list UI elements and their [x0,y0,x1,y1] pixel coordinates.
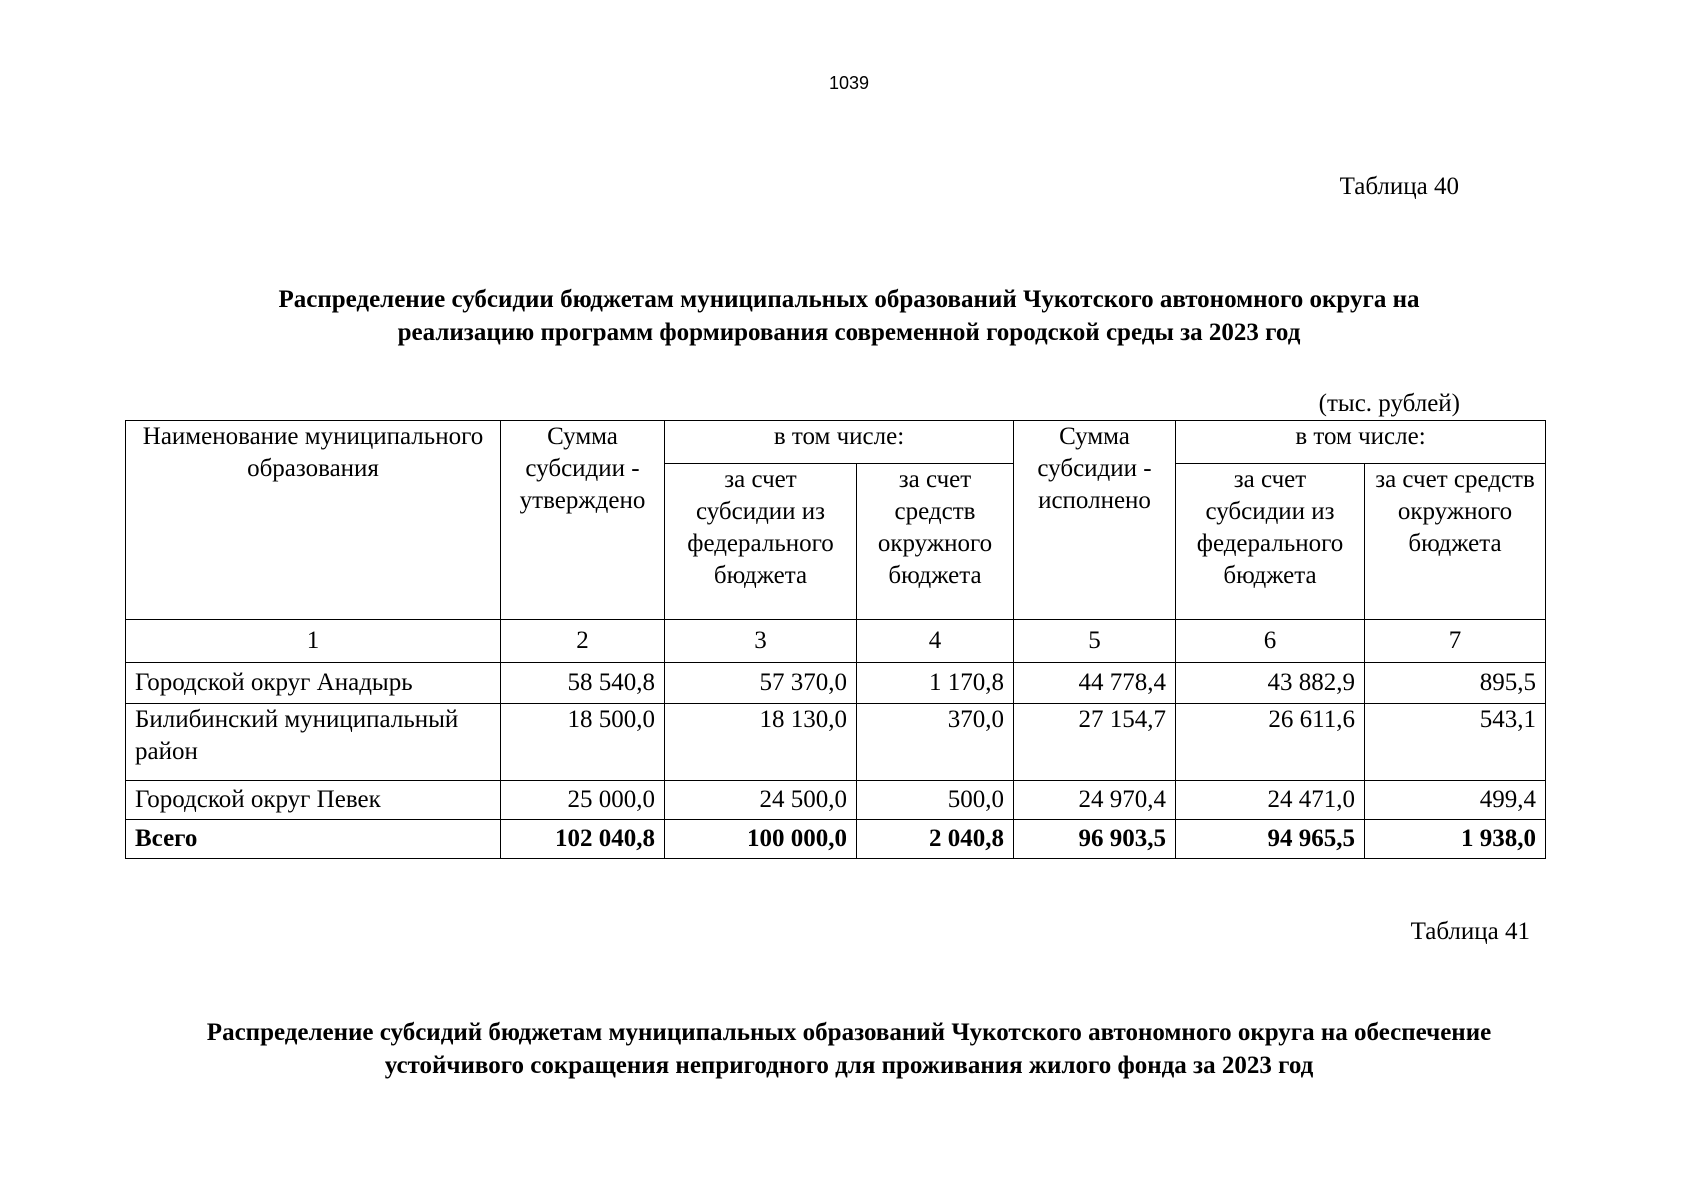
header-row-top [126,421,1546,464]
total-value: 2 040,8 [857,820,1014,859]
column-number: 7 [1365,620,1546,663]
row-name: Городской округ Анадырь [126,663,501,704]
header-approved: Сумма субсидии - утверждено [501,421,665,620]
total-label: Всего [126,820,501,859]
column-number: 6 [1176,620,1365,663]
row-name: Городской округ Певек [126,781,501,820]
table-40-label: Таблица 40 [1339,173,1459,200]
column-number: 2 [501,620,665,663]
header-okrug-executed: за счет средств окружного бюджета [1365,464,1546,620]
table-row [126,704,1546,781]
table-41-title [0,1016,1698,1082]
table-41-title-line-1: Распределение субсидий бюджетам муниципальных образований Чукотского автономного округа на обеспечение [206,1019,1492,1046]
row-value: 24 471,0 [1176,781,1365,820]
row-value: 58 540,8 [501,663,665,704]
total-value: 100 000,0 [665,820,857,859]
table-row [126,781,1546,820]
table-40-title-line-2: реализацию программ формирования современной городской среды за 2023 год [397,319,1301,346]
column-number-row [126,620,1546,663]
header-federal-executed: за счет субсидии из федерального бюджета [1176,464,1365,620]
row-value: 57 370,0 [665,663,857,704]
row-value: 500,0 [857,781,1014,820]
table-40-title-line-1: Распределение субсидии бюджетам муниципальных образований Чукотского автономного округа на [278,286,1420,313]
total-value: 1 938,0 [1365,820,1546,859]
row-value: 895,5 [1365,663,1546,704]
header-okrug-approved: за счет средств окружного бюджета [857,464,1014,620]
total-row [126,820,1546,859]
row-value: 44 778,4 [1014,663,1176,704]
header-federal-approved: за счет субсидии из федерального бюджета [665,464,857,620]
column-number: 5 [1014,620,1176,663]
row-name: Билибинский муниципальный район [126,704,501,781]
row-value: 499,4 [1365,781,1546,820]
row-value: 24 970,4 [1014,781,1176,820]
table-40-title [0,283,1698,349]
row-value: 24 500,0 [665,781,857,820]
row-value: 43 882,9 [1176,663,1365,704]
table-row [126,663,1546,704]
row-value: 26 611,6 [1176,704,1365,781]
column-number: 4 [857,620,1014,663]
row-value: 370,0 [857,704,1014,781]
column-number: 1 [126,620,501,663]
column-number: 3 [665,620,857,663]
total-value: 94 965,5 [1176,820,1365,859]
table-41-label: Таблица 41 [1410,918,1530,945]
header-including-approved: в том числе: [665,421,1014,464]
row-value: 27 154,7 [1014,704,1176,781]
row-value: 18 500,0 [501,704,665,781]
row-value: 1 170,8 [857,663,1014,704]
total-value: 96 903,5 [1014,820,1176,859]
subsidy-table-40 [125,420,1546,859]
row-value: 18 130,0 [665,704,857,781]
table-41-title-line-2: устойчивого сокращения непригодного для проживания жилого фонда за 2023 год [384,1052,1314,1079]
row-value: 543,1 [1365,704,1546,781]
page-number: 1039 [828,73,870,93]
row-value: 25 000,0 [501,781,665,820]
total-value: 102 040,8 [501,820,665,859]
header-name: Наименование муниципального образования [126,421,501,620]
header-executed: Сумма субсидии - исполнено [1014,421,1176,620]
header-including-executed: в том числе: [1176,421,1546,464]
units-label: (тыс. рублей) [1318,390,1460,417]
